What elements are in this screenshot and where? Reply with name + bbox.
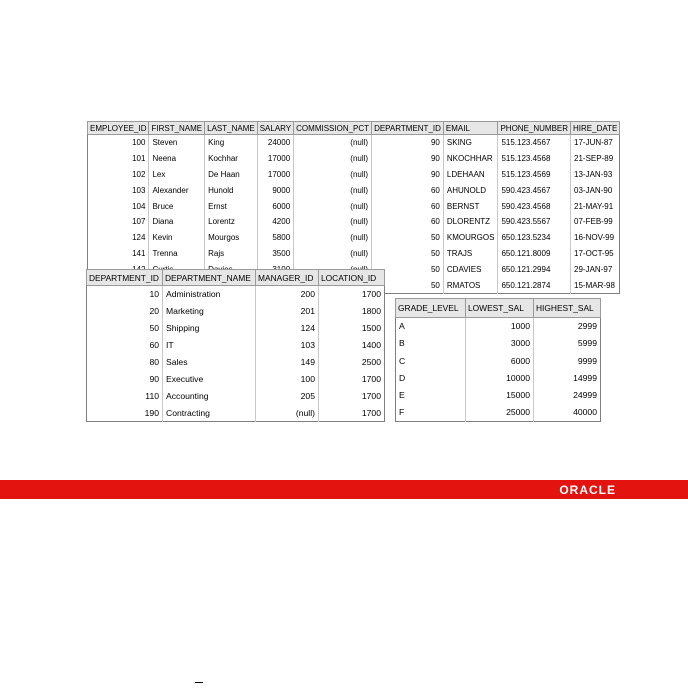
- table-cell: 50: [372, 278, 444, 294]
- employees-table: [87, 121, 620, 294]
- table-cell: 90: [372, 150, 444, 166]
- table-cell: 17000: [257, 166, 293, 182]
- table-cell: 201: [256, 303, 319, 320]
- table-cell: 124: [88, 230, 149, 246]
- table-row: [87, 337, 385, 354]
- table-cell: 50: [372, 262, 444, 278]
- table-cell: RMATOS: [443, 278, 498, 294]
- table-cell: 6000: [257, 198, 293, 214]
- table-cell: 15000: [466, 387, 534, 404]
- column-header: MANAGER_ID: [256, 270, 319, 286]
- oracle-logo: ORACLE: [559, 483, 616, 497]
- table-row: [87, 371, 385, 388]
- table-cell: C: [396, 352, 466, 369]
- table-cell: 124: [256, 320, 319, 337]
- table-cell: 5999: [577, 338, 597, 349]
- column-header: HIRE_DATE: [571, 122, 620, 135]
- table-cell: Steven: [149, 135, 205, 151]
- employees-header-row: [88, 122, 620, 135]
- table-cell: Trenna: [149, 246, 205, 262]
- table-cell: 1500: [361, 323, 381, 333]
- table-cell: 205: [256, 388, 319, 405]
- table-cell: 90: [372, 135, 444, 151]
- table-cell: 50: [87, 320, 163, 337]
- departments-header-row: [87, 270, 385, 286]
- table-cell: 07-FEB-99: [574, 217, 613, 227]
- departments-table: [86, 269, 385, 422]
- table-cell: Kevin: [149, 230, 205, 246]
- table-row: [87, 354, 385, 371]
- table-row: [396, 335, 601, 352]
- column-header: EMPLOYEE_ID: [88, 122, 149, 135]
- table-cell: 1700: [361, 407, 381, 418]
- table-row: [87, 320, 385, 337]
- table-cell: 107: [88, 214, 149, 230]
- table-cell: 6000: [466, 352, 534, 369]
- table-cell: AHUNOLD: [443, 182, 498, 198]
- table-cell: 1400: [361, 340, 381, 350]
- table-cell: 17-JUN-87: [574, 138, 613, 148]
- table-row: [396, 352, 601, 369]
- table-cell: 03-JAN-90: [574, 185, 613, 195]
- table-row: [87, 405, 385, 422]
- table-row: [88, 150, 620, 166]
- table-cell: 1000: [466, 318, 534, 335]
- column-header: LOWEST_SAL: [466, 299, 534, 318]
- table-cell: 9999: [577, 355, 597, 366]
- table-cell: A: [396, 318, 466, 335]
- table-row: [88, 246, 620, 262]
- table-cell: 650.121.2994: [498, 262, 571, 278]
- table-cell: Sales: [163, 354, 256, 371]
- job-grades-table: [395, 298, 601, 422]
- table-row: [88, 214, 620, 230]
- table-cell: Alexander: [149, 182, 205, 198]
- table-cell: 1700: [361, 391, 381, 401]
- table-cell: 40000: [573, 407, 597, 418]
- table-cell: (null): [294, 150, 372, 166]
- table-row: [87, 286, 385, 303]
- table-cell: 102: [88, 166, 149, 182]
- table-cell: DLORENTZ: [443, 214, 498, 230]
- table-cell: 100: [256, 371, 319, 388]
- table-cell: 29-JAN-97: [574, 265, 613, 275]
- table-cell: 590.423.4568: [498, 198, 571, 214]
- table-cell: 10: [87, 286, 163, 303]
- table-cell: 515.123.4569: [498, 166, 571, 182]
- table-cell: Bruce: [149, 198, 205, 214]
- table-cell: 4200: [257, 214, 293, 230]
- table-cell: Neena: [149, 150, 205, 166]
- table-cell: (null): [294, 135, 372, 151]
- table-cell: 1800: [361, 306, 381, 316]
- table-cell: 1700: [361, 289, 381, 300]
- table-cell: De Haan: [205, 166, 258, 182]
- table-cell: Diana: [149, 214, 205, 230]
- table-cell: Lorentz: [205, 214, 258, 230]
- table-cell: KMOURGOS: [443, 230, 498, 246]
- column-header: COMMISSION_PCT: [294, 122, 372, 135]
- table-cell: Kochhar: [205, 150, 258, 166]
- oracle-footer-bar: [0, 480, 688, 499]
- table-row: [396, 369, 601, 386]
- table-cell: 24000: [257, 135, 293, 151]
- table-cell: Ernst: [205, 198, 258, 214]
- table-cell: 60: [372, 214, 444, 230]
- table-cell: Hunold: [205, 182, 258, 198]
- table-cell: 90: [87, 371, 163, 388]
- column-header: FIRST_NAME: [149, 122, 205, 135]
- table-cell: D: [396, 369, 466, 386]
- table-cell: 141: [88, 246, 149, 262]
- table-cell: (null): [256, 405, 319, 422]
- column-header: LAST_NAME: [205, 122, 258, 135]
- table-cell: Shipping: [163, 320, 256, 337]
- table-cell: 3000: [466, 335, 534, 352]
- table-cell: 21-MAY-91: [574, 201, 614, 211]
- table-cell: 10000: [466, 369, 534, 386]
- table-row: [396, 318, 601, 335]
- table-cell: 21-SEP-89: [574, 153, 614, 163]
- table-cell: 515.123.4567: [498, 135, 571, 151]
- table-cell: F: [396, 404, 466, 421]
- table-cell: 2500: [361, 357, 381, 367]
- table-row: [87, 303, 385, 320]
- table-cell: E: [396, 387, 466, 404]
- table-cell: 200: [256, 286, 319, 303]
- table-cell: Lex: [149, 166, 205, 182]
- table-cell: NKOCHHAR: [443, 150, 498, 166]
- table-cell: 60: [87, 337, 163, 354]
- table-cell: 2999: [577, 321, 597, 332]
- column-header: GRADE_LEVEL: [396, 299, 466, 318]
- column-header: DEPARTMENT_ID: [87, 270, 163, 286]
- table-cell: 16-NOV-99: [574, 233, 615, 243]
- table-cell: B: [396, 335, 466, 352]
- table-cell: 14999: [573, 373, 597, 384]
- table-cell: (null): [294, 198, 372, 214]
- table-cell: 50: [372, 246, 444, 262]
- table-cell: Contracting: [163, 405, 256, 422]
- table-cell: (null): [294, 182, 372, 198]
- table-cell: (null): [294, 166, 372, 182]
- table-row: [88, 135, 620, 151]
- column-header: DEPARTMENT_NAME: [163, 270, 256, 286]
- table-row: [88, 230, 620, 246]
- table-cell: 17-OCT-95: [574, 249, 614, 259]
- table-cell: 101: [88, 150, 149, 166]
- table-cell: 515.123.4568: [498, 150, 571, 166]
- table-cell: 650.121.2874: [498, 278, 571, 294]
- table-cell: 590.423.5567: [498, 214, 571, 230]
- column-header: HIGHEST_SAL: [534, 299, 601, 318]
- table-cell: IT: [163, 337, 256, 354]
- table-cell: 100: [88, 135, 149, 151]
- table-cell: Administration: [163, 286, 256, 303]
- column-header: LOCATION_ID: [319, 270, 385, 286]
- table-cell: Rajs: [205, 246, 258, 262]
- footer-divider: [195, 682, 203, 683]
- table-cell: 90: [372, 166, 444, 182]
- table-cell: 149: [256, 354, 319, 371]
- table-cell: 80: [87, 354, 163, 371]
- table-cell: SKING: [443, 135, 498, 151]
- table-cell: 50: [372, 230, 444, 246]
- table-row: [396, 404, 601, 421]
- table-cell: 590.423.4567: [498, 182, 571, 198]
- table-cell: Marketing: [163, 303, 256, 320]
- table-cell: (null): [294, 214, 372, 230]
- table-cell: 60: [372, 182, 444, 198]
- table-row: [88, 182, 620, 198]
- table-cell: 60: [372, 198, 444, 214]
- table-cell: 650.123.5234: [498, 230, 571, 246]
- table-cell: TRAJS: [443, 246, 498, 262]
- table-cell: 13-JAN-93: [574, 169, 613, 179]
- table-cell: BERNST: [443, 198, 498, 214]
- table-cell: Executive: [163, 371, 256, 388]
- table-cell: 103: [256, 337, 319, 354]
- table-cell: 5800: [257, 230, 293, 246]
- table-cell: 25000: [466, 404, 534, 421]
- table-cell: 104: [88, 198, 149, 214]
- column-header: SALARY: [257, 122, 293, 135]
- table-cell: 17000: [257, 150, 293, 166]
- column-header: PHONE_NUMBER: [498, 122, 571, 135]
- table-cell: 650.121.8009: [498, 246, 571, 262]
- table-row: [88, 166, 620, 182]
- table-cell: 20: [87, 303, 163, 320]
- table-cell: 110: [87, 388, 163, 405]
- table-cell: 9000: [257, 182, 293, 198]
- table-cell: (null): [294, 230, 372, 246]
- column-header: DEPARTMENT_ID: [372, 122, 444, 135]
- table-cell: (null): [294, 246, 372, 262]
- table-cell: 1700: [361, 374, 381, 384]
- table-cell: 3500: [257, 246, 293, 262]
- table-row: [87, 388, 385, 405]
- table-cell: 24999: [573, 390, 597, 401]
- table-cell: Mourgos: [205, 230, 258, 246]
- job-grades-header-row: [396, 299, 601, 318]
- table-cell: King: [205, 135, 258, 151]
- table-row: [88, 198, 620, 214]
- table-cell: LDEHAAN: [443, 166, 498, 182]
- column-header: EMAIL: [443, 122, 498, 135]
- table-cell: Accounting: [163, 388, 256, 405]
- table-cell: 103: [88, 182, 149, 198]
- table-row: [396, 387, 601, 404]
- table-cell: CDAVIES: [443, 262, 498, 278]
- table-cell: 15-MAR-98: [574, 280, 615, 290]
- table-cell: 190: [87, 405, 163, 422]
